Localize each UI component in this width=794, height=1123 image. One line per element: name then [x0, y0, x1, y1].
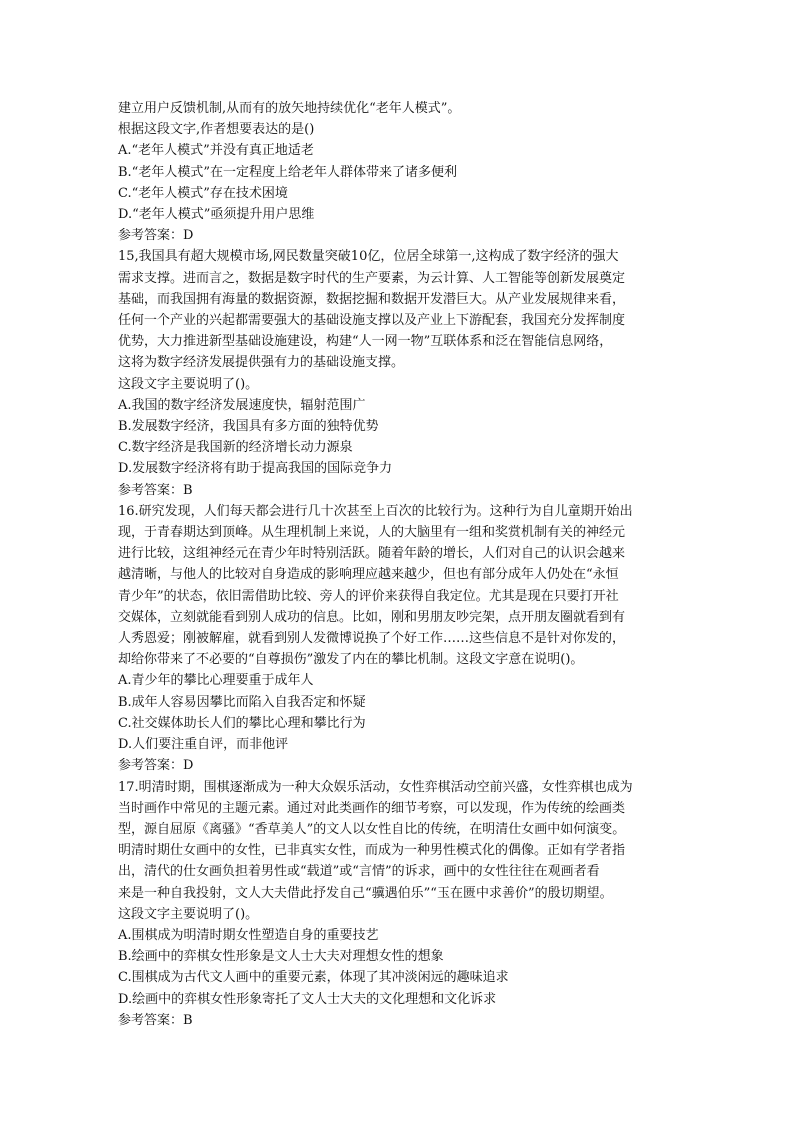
- q16-option-b: B.成年人容易因攀比而陷入自我否定和怀疑: [118, 694, 366, 710]
- q14-option-d: D.“老年人模式”亟须提升用户思维: [118, 207, 315, 223]
- q17-option-a: A.围棋成为明清时期女性塑造自身的重要技艺: [118, 927, 379, 943]
- q16-passage-line: 现，于青春期达到顶峰。从生理机制上来说，人的大脑里有一组和奖赏机制有关的神经元: [118, 525, 626, 541]
- q15-passage-line: 15,我国具有超大规模市场,网民数量突破10亿，位居全球第一,这构成了数字经济的强大: [118, 249, 619, 265]
- q16-passage-line: 越清晰，与他人的比较对自身造成的影响理应越来越少，但也有部分成年人仍处在“永恒: [118, 567, 619, 583]
- q17-option-c: C.围棋成为古代文人画中的重要元素，体现了其冲淡闲远的趣味追求: [118, 970, 509, 986]
- q15-option-a: A.我国的数字经济发展速度快，辐射范围广: [118, 397, 366, 413]
- q15-passage-line: 这将为数字经济发展提供强有力的基础设施支撑。: [118, 355, 405, 371]
- q16-option-d: D.人们要注重自评，而非他评: [118, 737, 289, 753]
- q17-passage-line: 出，清代的仕女画负担着男性或“载道”或“言情”的诉求，画中的女性往往在观画者看: [118, 864, 600, 880]
- q16-passage-line: 青少年”的状态，依旧需借助比较、旁人的评价来获得自我定位。尤其是现在只要打开社: [118, 588, 619, 604]
- q14-option-a: A.“老年人模式”并没有真正地适老: [118, 143, 314, 159]
- q14-answer: 参考答案：D: [118, 228, 194, 244]
- q16-passage-line: 却给你带来了不必要的“自尊损伤”激发了内在的攀比机制。这段文字意在说明()。: [118, 652, 584, 668]
- q15-option-c: C.数字经济是我国新的经济增长动力源泉: [118, 440, 353, 456]
- q14-question: 根据这段文字,作者想要表达的是(): [118, 122, 315, 138]
- q15-option-d: D.发展数字经济将有助于提高我国的国际竞争力: [118, 461, 393, 477]
- q17-passage-line: 明清时期仕女画中的女性，已非真实女性，而成为一种男性模式化的偶像。正如有学者指: [118, 843, 626, 859]
- q17-passage-line: 17.明清时期，围棋逐渐成为一种大众娱乐活动，女性弈棋活动空前兴盛，女性弈棋也成为: [118, 779, 633, 795]
- q17-option-b: B.绘画中的弈棋女性形象是文人士大夫对理想女性的想象: [118, 949, 444, 965]
- q16-answer: 参考答案：D: [118, 758, 194, 774]
- q14-option-b: B.“老年人模式”在一定程度上给老年人群体带来了诸多便利: [118, 164, 457, 180]
- q17-passage-line: 型，源自屈原《离骚》“香草美人”的文人以女性自比的传统，在明清仕女画中如何演变。: [118, 821, 626, 837]
- q16-passage-line: 进行比较，这组神经元在青少年时特别活跃。随着年龄的增长，人们对自己的认识会越来: [118, 546, 626, 562]
- q16-passage-line: 交媒体，立刻就能看到别人成功的信息。比如，刚和男朋友吵完架，点开朋友圈就看到有: [118, 609, 626, 625]
- q16-passage-line: 人秀恩爱；刚被解雇，就看到别人发微博说换了个好工作……这些信息不是针对你发的，: [118, 631, 626, 647]
- q15-passage-line: 需求支撑。进而言之，数据是数字时代的生产要素，为云计算、人工智能等创新发展奠定: [118, 270, 626, 286]
- q15-passage-line: 优势，大力推进新型基础设施建设，构建“人一网一物”互联体系和泛在智能信息网络，: [118, 334, 613, 350]
- q16-option-c: C.社交媒体助长人们的攀比心理和攀比行为: [118, 715, 366, 731]
- q17-option-d: D.绘画中的弈棋女性形象寄托了文人士大夫的文化理想和文化诉求: [118, 991, 497, 1007]
- q14-option-c: C.“老年人模式”存在技术困境: [118, 185, 288, 201]
- q15-option-b: B.发展数字经济，我国具有多方面的独特优势: [118, 419, 379, 435]
- q17-passage-line: 当时画作中常见的主题元素。通过对此类画作的细节考察，可以发现，作为传统的绘画类: [118, 800, 626, 816]
- q17-answer: 参考答案：B: [118, 1012, 193, 1028]
- q15-question: 这段文字主要说明了()。: [118, 376, 259, 392]
- q16-passage-line: 16.研究发现，人们每天都会进行几十次甚至上百次的比较行为。这种行为自儿童期开始出: [118, 503, 633, 519]
- q15-passage-line: 基础，而我国拥有海量的数据资源，数据挖掘和数据开发潜巨大。从产业发展规律来看，: [118, 291, 626, 307]
- document-page: [118, 98, 686, 1031]
- q15-answer: 参考答案：B: [118, 482, 193, 498]
- q16-option-a: A.青少年的攀比心理要重于成年人: [118, 673, 314, 689]
- q15-passage-line: 任何一个产业的兴起都需要强大的基础设施支撑以及产业上下游配套，我国充分发挥制度: [118, 313, 626, 329]
- q17-passage-line: 来是一种自我投射，文人大夫借此抒发自己“骥遇伯乐”“玉在匮中求善价”的殷切期望。: [118, 885, 613, 901]
- q14-passage-tail: 建立用户反馈机制,从而有的放矢地持续优化“老年人模式”。: [118, 101, 461, 116]
- q17-question: 这段文字主要说明了()。: [118, 906, 259, 922]
